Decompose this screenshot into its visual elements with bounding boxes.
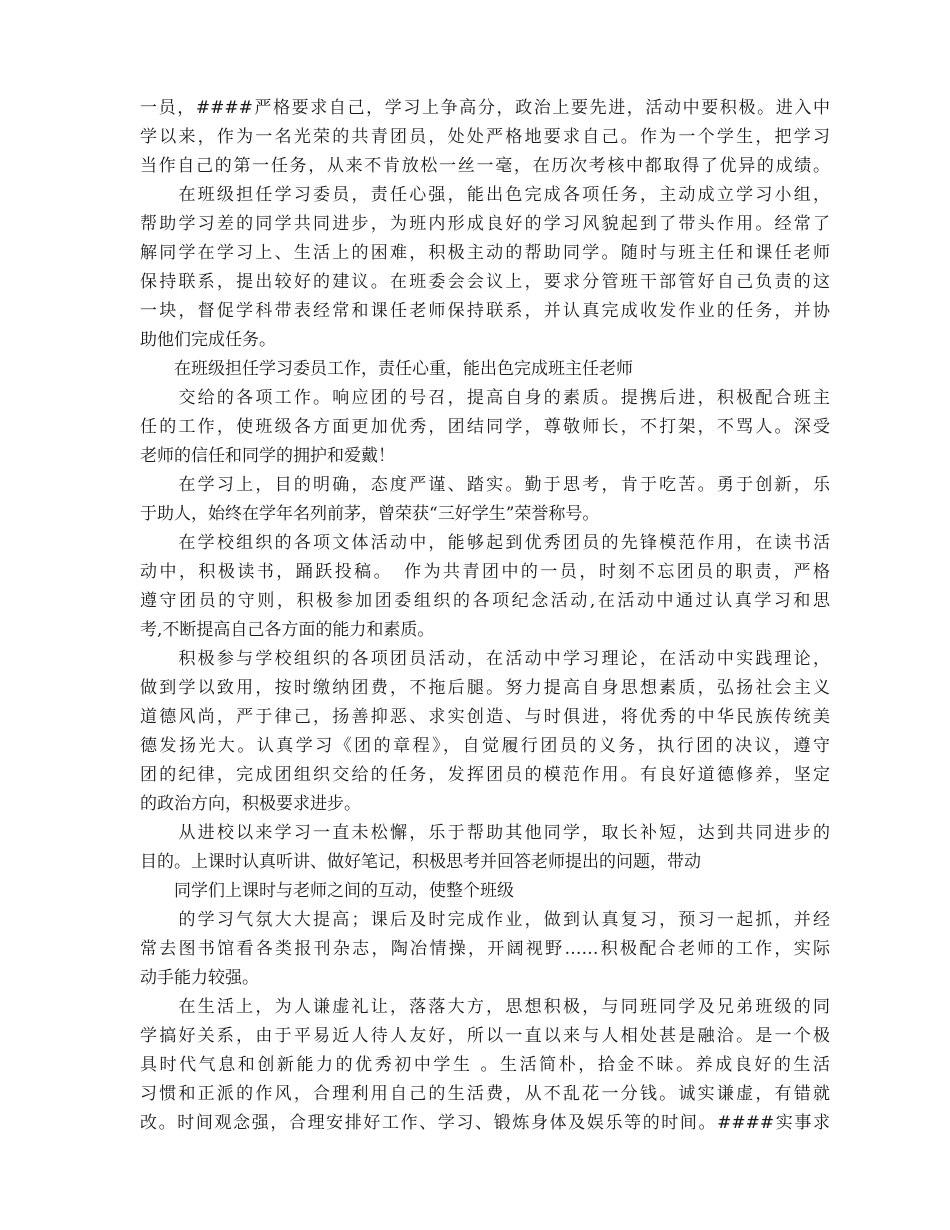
text-line: 做到学以致用，按时缴纳团费，不拖后腿。努力提高自身思想素质，弘扬社会主义 [140,678,830,698]
text-line: 积极参与学校组织的各项团员活动，在活动中学习理论，在活动中实践理论， [140,649,830,669]
text-line: 当作自己的第一任务，从来不肯放松一丝一毫，在历次考核中都取得了优异的成绩。 [140,156,830,176]
text-line: 老师的信任和同学的拥护和爱戴！ [140,446,395,466]
text-line: 在生活上，为人谦虚礼让，落落大方，思想积极，与同班同学及兄弟班级的同 [140,997,830,1017]
text-line: 在学习上，目的明确，态度严谨、踏实。勤于思考，肯于吃苦。勇于创新，乐 [140,475,830,495]
text-line: 习惯和正派的作风，合理利用自己的生活费，从不乱花一分钱。诚实谦虚，有错就 [140,1084,830,1104]
text-line: 从进校以来学习一直未松懈，乐于帮助其他同学，取长补短，达到共同进步的 [140,823,830,843]
text-line: 动中，积极读书，踊跃投稿。 作为共青团中的一员，时刻不忘团员的职责，严格 [140,562,830,582]
text-line: 在学校组织的各项文体活动中，能够起到优秀团员的先锋模范作用，在读书活 [140,533,830,553]
text-line: 道德风尚，严于律己，扬善抑恶、求实创造、与时俱进，将优秀的中华民族传统美 [140,707,830,727]
text-line: 具时代气息和创新能力的优秀初中学生 。生活简朴，拾金不昧。养成良好的生活 [140,1055,830,1075]
text-line: 保持联系，提出较好的建议。在班委会会议上，要求分管班干部管好自己负责的这 [140,272,830,292]
text-line: 动手能力较强。 [140,968,259,988]
text-line: 同学们上课时与老师之间的互动，使整个班级 [140,881,514,901]
text-line: 一块，督促学科带表经常和课任老师保持联系，并认真完成收发作业的任务，并协 [140,301,830,321]
text-line: 团的纪律，完成团组织交给的任务，发挥团员的模范作用。有良好道德修养，坚定 [140,765,830,785]
text-line: 德发扬光大。认真学习《团的章程》，自觉履行团员的义务，执行团的决议，遵守 [140,736,830,756]
text-line: 任的工作，使班级各方面更加优秀，团结同学，尊敬师长，不打架，不骂人。深受 [140,417,830,437]
text-line: 一员，####严格要求自己，学习上争高分，政治上要先进，活动中要积极。进入中 [140,98,830,118]
text-line: 遵守团员的守则，积极参加团委组织的各项纪念活动,在活动中通过认真学习和思 [140,591,830,611]
text-line: 的政治方向，积极要求进步。 [140,794,361,814]
text-line: 学搞好关系，由于平易近人待人友好，所以一直以来与人相处甚是融洽。是一个极 [140,1026,830,1046]
text-line: 解同学在学习上、生活上的困难，积极主动的帮助同学。随时与班主任和课任老师 [140,243,830,263]
text-line: 改。时间观念强，合理安排好工作、学习、锻炼身体及娱乐等的时间。####实事求 [140,1113,830,1133]
text-line: 助他们完成任务。 [140,330,276,350]
text-line: 在班级担任学习委员工作，责任心重，能出色完成班主任老师 [140,359,633,379]
text-line: 常去图书馆看各类报刊杂志，陶冶情操，开阔视野……积极配合老师的工作，实际 [140,939,830,959]
text-line: 帮助学习差的同学共同进步，为班内形成良好的学习风貌起到了带头作用。经常了 [140,214,830,234]
text-line: 在班级担任学习委员，责任心强，能出色完成各项任务，主动成立学习小组， [140,185,830,205]
text-line: 于助人，始终在学年名列前茅，曾荣获“三好学生”荣誉称号。 [140,504,600,524]
text-line: 的学习气氛大大提高；课后及时完成作业，做到认真复习，预习一起抓，并经 [140,910,830,930]
text-line: 交给的各项工作。响应团的号召，提高自身的素质。提携后进，积极配合班主 [140,388,830,408]
text-line: 学以来，作为一名光荣的共青团员，处处严格地要求自己。作为一个学生，把学习 [140,127,830,147]
text-line: 目的。上课时认真听讲、做好笔记，积极思考并回答老师提出的问题，带动 [140,852,701,872]
document-body [140,94,830,1138]
text-line: 考,不断提高自己各方面的能力和素质。 [140,620,435,640]
